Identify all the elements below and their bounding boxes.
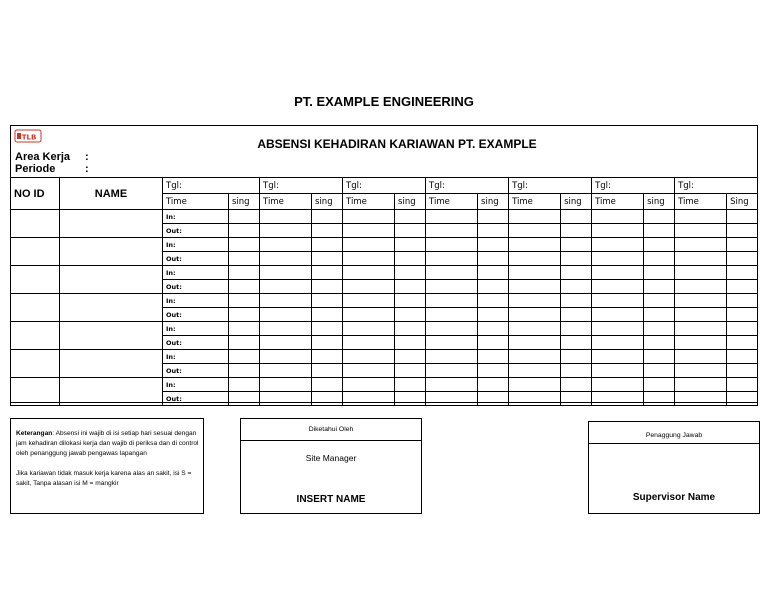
time-cell[interactable] <box>343 238 395 252</box>
sign-cell[interactable] <box>312 336 343 350</box>
time-cell[interactable] <box>343 308 395 322</box>
sign-cell[interactable] <box>312 378 343 392</box>
sign-cell[interactable] <box>727 224 758 238</box>
time-cell[interactable] <box>675 378 727 392</box>
sign-cell[interactable] <box>229 336 260 350</box>
sign-cell[interactable] <box>395 280 426 294</box>
sign-header: sing <box>312 194 343 210</box>
sign-cell[interactable] <box>727 294 758 308</box>
sign-header: sing <box>229 194 260 210</box>
sign-cell[interactable] <box>561 392 592 406</box>
sign-cell[interactable] <box>644 336 675 350</box>
time-cell[interactable] <box>426 266 478 280</box>
time-cell[interactable] <box>592 294 644 308</box>
time-cell[interactable] <box>343 322 395 336</box>
time-cell[interactable] <box>509 308 561 322</box>
sign-cell[interactable] <box>312 392 343 406</box>
time-cell[interactable] <box>260 392 312 406</box>
sign-cell[interactable] <box>561 280 592 294</box>
time-cell[interactable] <box>426 364 478 378</box>
in-time-cell[interactable]: In: <box>163 210 229 224</box>
sign-cell[interactable] <box>478 308 509 322</box>
sign-cell[interactable] <box>644 280 675 294</box>
time-cell[interactable] <box>343 266 395 280</box>
time-cell[interactable] <box>426 350 478 364</box>
time-cell[interactable] <box>343 294 395 308</box>
sign-cell[interactable] <box>478 378 509 392</box>
time-cell[interactable] <box>426 308 478 322</box>
time-cell[interactable] <box>592 350 644 364</box>
out-time-cell[interactable]: Out: <box>163 308 229 322</box>
name-cell[interactable] <box>60 238 163 266</box>
sign-header: Sing <box>727 194 758 210</box>
time-cell[interactable] <box>426 294 478 308</box>
sign-cell[interactable] <box>727 364 758 378</box>
out-time-cell[interactable]: Out: <box>163 224 229 238</box>
sign-cell[interactable] <box>644 350 675 364</box>
time-cell[interactable] <box>260 266 312 280</box>
time-cell[interactable] <box>509 364 561 378</box>
time-cell[interactable] <box>260 364 312 378</box>
in-time-cell[interactable]: In: <box>163 266 229 280</box>
time-cell[interactable] <box>426 322 478 336</box>
sign-cell[interactable] <box>644 308 675 322</box>
sign-cell[interactable] <box>561 238 592 252</box>
time-cell[interactable] <box>260 280 312 294</box>
sign-cell[interactable] <box>727 238 758 252</box>
sign-cell[interactable] <box>312 322 343 336</box>
time-cell[interactable] <box>675 238 727 252</box>
time-cell[interactable] <box>592 364 644 378</box>
sign-cell[interactable] <box>478 238 509 252</box>
sign-cell[interactable] <box>229 378 260 392</box>
sign-cell[interactable] <box>727 308 758 322</box>
sign-cell[interactable] <box>727 350 758 364</box>
acknowledged-box <box>240 418 422 514</box>
in-time-cell[interactable]: In: <box>163 378 229 392</box>
time-cell[interactable] <box>592 238 644 252</box>
sign-cell[interactable] <box>312 238 343 252</box>
sign-cell[interactable] <box>644 364 675 378</box>
sign-cell[interactable] <box>478 280 509 294</box>
time-cell[interactable] <box>343 210 395 224</box>
sign-cell[interactable] <box>644 238 675 252</box>
table-row-in <box>11 378 758 392</box>
sign-cell[interactable] <box>229 280 260 294</box>
time-cell[interactable] <box>509 294 561 308</box>
time-cell[interactable] <box>675 364 727 378</box>
time-cell[interactable] <box>592 392 644 406</box>
sign-cell[interactable] <box>561 378 592 392</box>
time-cell[interactable] <box>260 294 312 308</box>
notes-paragraph-1 <box>16 429 199 459</box>
sign-cell[interactable] <box>229 224 260 238</box>
sign-cell[interactable] <box>229 308 260 322</box>
sign-cell[interactable] <box>561 252 592 266</box>
sign-cell[interactable] <box>229 266 260 280</box>
sign-cell[interactable] <box>644 378 675 392</box>
out-time-cell[interactable]: Out: <box>163 252 229 266</box>
time-cell[interactable] <box>592 280 644 294</box>
sign-cell[interactable] <box>561 336 592 350</box>
site-manager-role: Site Manager <box>305 453 357 463</box>
notes-keyword: Keterangan <box>16 430 53 437</box>
time-cell[interactable] <box>592 378 644 392</box>
time-cell[interactable] <box>592 210 644 224</box>
area-kerja-colon: : <box>85 151 89 163</box>
time-cell[interactable] <box>592 336 644 350</box>
time-cell[interactable] <box>675 224 727 238</box>
time-cell[interactable] <box>260 252 312 266</box>
time-cell[interactable] <box>592 322 644 336</box>
time-cell[interactable] <box>509 210 561 224</box>
date-header: Tgl: <box>675 178 758 194</box>
sign-cell[interactable] <box>561 266 592 280</box>
table-row-in <box>11 238 758 252</box>
notes-text-2: Jika kariawan tidak masuk kerja karena alas an sakit, isi S = sakit, Tanpa alasan isi M = mangkir <box>16 470 192 487</box>
time-cell[interactable] <box>509 266 561 280</box>
date-header: Tgl: <box>592 178 675 194</box>
sign-cell[interactable] <box>727 378 758 392</box>
time-cell[interactable] <box>426 252 478 266</box>
sign-cell[interactable] <box>312 280 343 294</box>
time-cell[interactable] <box>592 308 644 322</box>
sign-cell[interactable] <box>312 350 343 364</box>
date-header: Tgl: <box>509 178 592 194</box>
periode-label: Periode <box>15 163 56 175</box>
out-time-cell[interactable]: Out: <box>163 280 229 294</box>
sign-cell[interactable] <box>395 238 426 252</box>
sign-header: sing <box>395 194 426 210</box>
time-cell[interactable] <box>509 392 561 406</box>
time-cell[interactable] <box>675 210 727 224</box>
sign-cell[interactable] <box>229 392 260 406</box>
noid-cell[interactable] <box>11 350 60 378</box>
time-cell[interactable] <box>592 266 644 280</box>
time-cell[interactable] <box>260 238 312 252</box>
sign-cell[interactable] <box>395 252 426 266</box>
sign-cell[interactable] <box>229 210 260 224</box>
sign-cell[interactable] <box>561 308 592 322</box>
attendance-table <box>10 177 758 406</box>
responsible-box <box>588 421 760 514</box>
sign-cell[interactable] <box>561 294 592 308</box>
col-noid-header: NO ID <box>11 178 60 210</box>
time-cell[interactable] <box>343 392 395 406</box>
noid-cell[interactable] <box>11 210 60 238</box>
time-cell[interactable] <box>426 280 478 294</box>
sign-cell[interactable] <box>727 280 758 294</box>
name-cell[interactable] <box>60 350 163 378</box>
time-cell[interactable] <box>426 210 478 224</box>
time-header: Time <box>675 194 727 210</box>
sign-header: sing <box>561 194 592 210</box>
sign-cell[interactable] <box>478 294 509 308</box>
time-cell[interactable] <box>343 350 395 364</box>
table-row-in <box>11 350 758 364</box>
sign-cell[interactable] <box>478 224 509 238</box>
sign-cell[interactable] <box>478 364 509 378</box>
sign-cell[interactable] <box>395 224 426 238</box>
time-cell[interactable] <box>675 336 727 350</box>
sign-cell[interactable] <box>644 210 675 224</box>
sign-header: sing <box>644 194 675 210</box>
date-header: Tgl: <box>260 178 343 194</box>
time-cell[interactable] <box>675 280 727 294</box>
sign-cell[interactable] <box>395 392 426 406</box>
acknowledged-heading: Diketahui Oleh <box>241 419 421 441</box>
time-cell[interactable] <box>509 252 561 266</box>
area-kerja-label: Area Kerja <box>15 151 71 163</box>
date-header: Tgl: <box>163 178 260 194</box>
sign-cell[interactable] <box>561 224 592 238</box>
time-cell[interactable] <box>675 266 727 280</box>
notes-box <box>10 418 204 514</box>
out-time-cell[interactable]: Out: <box>163 336 229 350</box>
time-cell[interactable] <box>343 364 395 378</box>
time-cell[interactable] <box>509 378 561 392</box>
sign-cell[interactable] <box>644 266 675 280</box>
sign-cell[interactable] <box>727 252 758 266</box>
sign-cell[interactable] <box>395 308 426 322</box>
time-cell[interactable] <box>675 294 727 308</box>
sign-cell[interactable] <box>229 294 260 308</box>
sign-cell[interactable] <box>478 266 509 280</box>
noid-cell[interactable] <box>11 294 60 322</box>
time-cell[interactable] <box>343 280 395 294</box>
time-cell[interactable] <box>509 224 561 238</box>
out-time-cell[interactable]: Out: <box>163 392 229 406</box>
time-cell[interactable] <box>260 378 312 392</box>
periode-colon: : <box>85 163 89 175</box>
time-cell[interactable] <box>343 224 395 238</box>
in-time-cell[interactable]: In: <box>163 350 229 364</box>
name-cell[interactable] <box>60 294 163 322</box>
sign-cell[interactable] <box>561 210 592 224</box>
sign-cell[interactable] <box>561 350 592 364</box>
time-cell[interactable] <box>260 224 312 238</box>
sign-cell[interactable] <box>727 210 758 224</box>
sign-cell[interactable] <box>478 336 509 350</box>
time-header: Time <box>592 194 644 210</box>
sign-cell[interactable] <box>312 266 343 280</box>
table-row-in <box>11 266 758 280</box>
time-cell[interactable] <box>260 350 312 364</box>
sign-cell[interactable] <box>727 392 758 406</box>
name-cell[interactable] <box>60 210 163 238</box>
noid-cell[interactable] <box>11 266 60 294</box>
sign-cell[interactable] <box>478 392 509 406</box>
sign-cell[interactable] <box>395 294 426 308</box>
sign-cell[interactable] <box>395 364 426 378</box>
time-header: Time <box>509 194 561 210</box>
sign-cell[interactable] <box>478 210 509 224</box>
table-row-in <box>11 322 758 336</box>
table-row-in <box>11 210 758 224</box>
sign-cell[interactable] <box>395 336 426 350</box>
name-cell[interactable] <box>60 322 163 350</box>
time-cell[interactable] <box>592 252 644 266</box>
sign-cell[interactable] <box>395 266 426 280</box>
time-cell[interactable] <box>675 350 727 364</box>
time-cell[interactable] <box>675 308 727 322</box>
company-name: PT. EXAMPLE ENGINEERING <box>294 94 474 109</box>
sign-cell[interactable] <box>395 350 426 364</box>
sign-cell[interactable] <box>478 252 509 266</box>
time-cell[interactable] <box>675 392 727 406</box>
name-cell[interactable] <box>60 378 163 406</box>
time-cell[interactable] <box>426 238 478 252</box>
noid-cell[interactable] <box>11 378 60 406</box>
form-title: ABSENSI KEHADIRAN KARIAWAN PT. EXAMPLE <box>257 137 537 151</box>
time-header: Time <box>163 194 229 210</box>
sign-cell[interactable] <box>395 322 426 336</box>
sign-cell[interactable] <box>561 322 592 336</box>
sign-cell[interactable] <box>395 210 426 224</box>
notes-text-1: : Absensi ini wajib di isi setiap hari sesuai dengan jam kehadiran dilokasi kerja dan wajib di periksa dan di control oleh penanggung jawab pengawas lapangan <box>16 430 199 457</box>
time-cell[interactable] <box>509 238 561 252</box>
sign-cell[interactable] <box>312 294 343 308</box>
manager-name: INSERT NAME <box>296 494 366 505</box>
sign-cell[interactable] <box>312 308 343 322</box>
time-header: Time <box>260 194 312 210</box>
date-header: Tgl: <box>343 178 426 194</box>
sign-cell[interactable] <box>644 224 675 238</box>
sign-cell[interactable] <box>312 224 343 238</box>
company-logo-icon <box>14 129 42 143</box>
sign-header: sing <box>478 194 509 210</box>
sign-cell[interactable] <box>312 252 343 266</box>
time-cell[interactable] <box>426 336 478 350</box>
time-cell[interactable] <box>260 210 312 224</box>
sign-cell[interactable] <box>229 322 260 336</box>
date-header: Tgl: <box>426 178 509 194</box>
sign-cell[interactable] <box>229 252 260 266</box>
sign-cell[interactable] <box>229 364 260 378</box>
time-cell[interactable] <box>426 378 478 392</box>
noid-cell[interactable] <box>11 322 60 350</box>
sign-cell[interactable] <box>727 322 758 336</box>
time-cell[interactable] <box>426 224 478 238</box>
sign-cell[interactable] <box>561 364 592 378</box>
time-cell[interactable] <box>509 280 561 294</box>
sign-cell[interactable] <box>727 336 758 350</box>
time-cell[interactable] <box>260 322 312 336</box>
sign-cell[interactable] <box>478 322 509 336</box>
time-cell[interactable] <box>426 392 478 406</box>
time-cell[interactable] <box>343 336 395 350</box>
sign-cell[interactable] <box>229 350 260 364</box>
sign-cell[interactable] <box>644 392 675 406</box>
time-header: Time <box>343 194 395 210</box>
sign-cell[interactable] <box>395 378 426 392</box>
sign-cell[interactable] <box>478 350 509 364</box>
logo-text: TLB <box>21 133 37 142</box>
time-cell[interactable] <box>509 322 561 336</box>
sign-cell[interactable] <box>312 210 343 224</box>
time-cell[interactable] <box>509 350 561 364</box>
in-time-cell[interactable]: In: <box>163 294 229 308</box>
time-cell[interactable] <box>343 378 395 392</box>
name-cell[interactable] <box>60 266 163 294</box>
time-cell[interactable] <box>343 252 395 266</box>
time-cell[interactable] <box>675 322 727 336</box>
responsible-heading: Penaggung Jawab <box>589 422 759 444</box>
in-time-cell[interactable]: In: <box>163 322 229 336</box>
out-time-cell[interactable]: Out: <box>163 364 229 378</box>
header-row-dates <box>11 178 758 194</box>
noid-cell[interactable] <box>11 238 60 266</box>
sign-cell[interactable] <box>644 252 675 266</box>
time-header: Time <box>426 194 478 210</box>
sign-cell[interactable] <box>644 322 675 336</box>
sign-cell[interactable] <box>312 364 343 378</box>
time-cell[interactable] <box>260 336 312 350</box>
sign-cell[interactable] <box>727 266 758 280</box>
sign-cell[interactable] <box>229 238 260 252</box>
sign-cell[interactable] <box>644 294 675 308</box>
in-time-cell[interactable]: In: <box>163 238 229 252</box>
time-cell[interactable] <box>592 224 644 238</box>
col-name-header: NAME <box>60 178 163 210</box>
table-row-in <box>11 294 758 308</box>
supervisor-name: Supervisor Name <box>632 492 716 503</box>
time-cell[interactable] <box>260 308 312 322</box>
time-cell[interactable] <box>509 336 561 350</box>
time-cell[interactable] <box>675 252 727 266</box>
